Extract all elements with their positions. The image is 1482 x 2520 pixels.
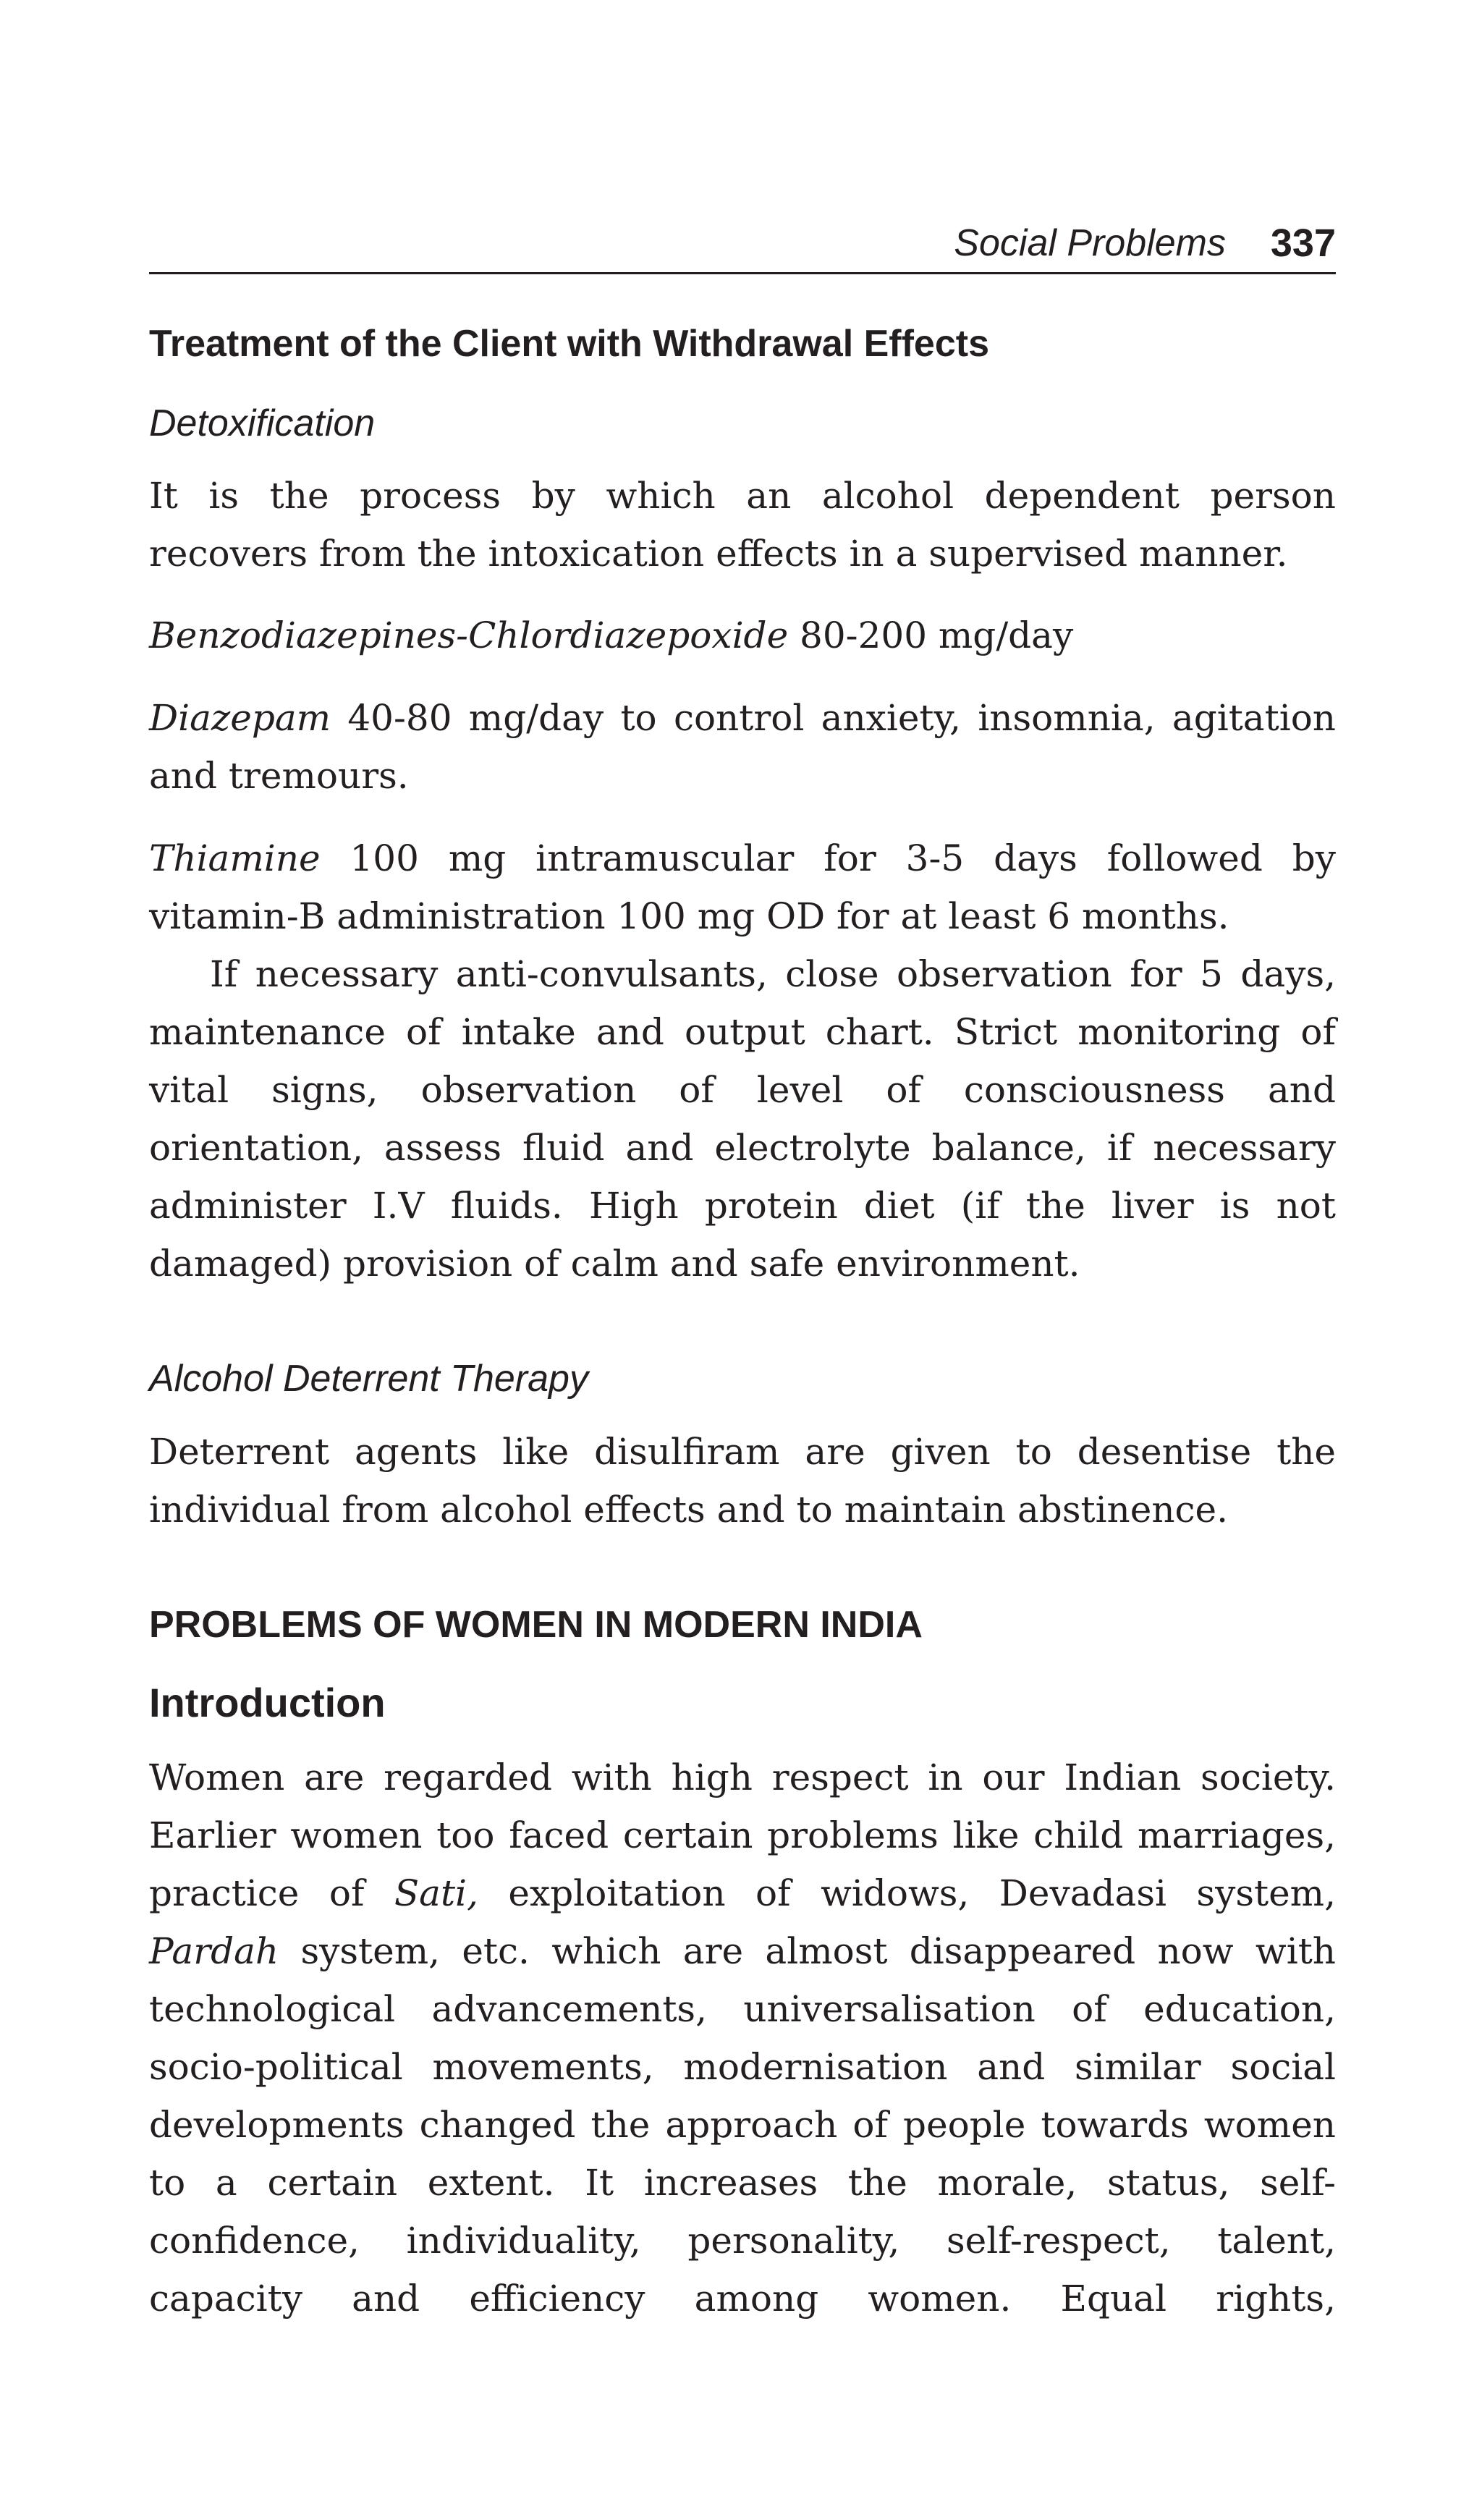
- italic-term: Sati,: [394, 1872, 478, 1914]
- subheading-detoxification: Detoxification: [149, 402, 376, 444]
- subheading-deterrent-therapy: Alcohol Deterrent Therapy: [149, 1358, 588, 1400]
- drug-dose: 100 mg intramuscular for 3-5 days followed by: [320, 837, 1336, 879]
- drug-line: [149, 606, 1336, 664]
- paragraph-line: Earlier women too faced certain problems like child marriages,: [149, 1814, 1336, 1856]
- paragraph-line: socio-political movements, modernisation and similar social: [149, 2046, 1336, 2088]
- paragraph-line: If necessary anti-convulsants, close observation for 5 days,: [210, 953, 1336, 995]
- paragraph-line: capacity and efficiency among women. Equal rights,: [149, 2278, 1336, 2320]
- text-run: system, etc. which are almost disappeared now with: [279, 1930, 1336, 1972]
- section-heading: PROBLEMS OF WOMEN IN MODERN INDIA: [149, 1604, 923, 1646]
- paragraph-line: to a certain extent. It increases the morale, status, self-: [149, 2162, 1336, 2204]
- paragraph-line: technological advancements, universalisation of education,: [149, 1988, 1336, 2030]
- paragraph-line: developments changed the approach of people towards women: [149, 2104, 1336, 2146]
- drug-dose: 40-80 mg/day to control anxiety, insomnia, agitation: [331, 697, 1336, 739]
- subheading-introduction: Introduction: [149, 1680, 386, 1725]
- paragraph-line: administer I.V fluids. High protein diet (if the liver is not: [149, 1185, 1336, 1227]
- drug-name: Benzodiazepines-Chlordiazepoxide: [149, 614, 789, 656]
- section-heading: Treatment of the Client with Withdrawal Effects: [149, 323, 989, 365]
- paragraph-line: recovers from the intoxication effects in a supervised manner.: [149, 533, 1288, 575]
- drug-line: [149, 689, 1336, 747]
- drug-name: Thiamine: [149, 837, 321, 879]
- paragraph-line: Women are regarded with high respect in our Indian society.: [149, 1756, 1336, 1798]
- drug-line: [149, 829, 1336, 887]
- text-run: practice of: [149, 1872, 394, 1914]
- paragraph-line: vitamin-B administration 100 mg OD for at least 6 months.: [149, 895, 1229, 937]
- paragraph-line: confidence, individuality, personality, self-respect, talent,: [149, 2220, 1336, 2262]
- italic-term: Pardah: [149, 1930, 279, 1972]
- running-title: Social Problems: [954, 222, 1226, 264]
- text-run: exploitation of widows, Devadasi system,: [478, 1872, 1336, 1914]
- paragraph-line: orientation, assess fluid and electrolyte balance, if necessary: [149, 1127, 1336, 1169]
- paragraph-line: [149, 1922, 1336, 1980]
- running-header: [149, 214, 1336, 274]
- paragraph-line: maintenance of intake and output chart. Strict monitoring of: [149, 1011, 1336, 1053]
- drug-name: Diazepam: [149, 697, 331, 739]
- drug-dose: 80-200 mg/day: [788, 614, 1074, 656]
- paragraph-line: vital signs, observation of level of consciousness and: [149, 1069, 1336, 1111]
- paragraph-line: [149, 1864, 1336, 1922]
- paragraph-line: individual from alcohol effects and to maintain abstinence.: [149, 1489, 1229, 1531]
- paragraph-line: and tremours.: [149, 755, 409, 797]
- paragraph-line: damaged) provision of calm and safe environment.: [149, 1243, 1080, 1285]
- page-number: 337: [1270, 221, 1336, 265]
- paragraph-line: Deterrent agents like disulfiram are given to desentise the: [149, 1431, 1336, 1473]
- paragraph-line: It is the process by which an alcohol dependent person: [149, 475, 1336, 517]
